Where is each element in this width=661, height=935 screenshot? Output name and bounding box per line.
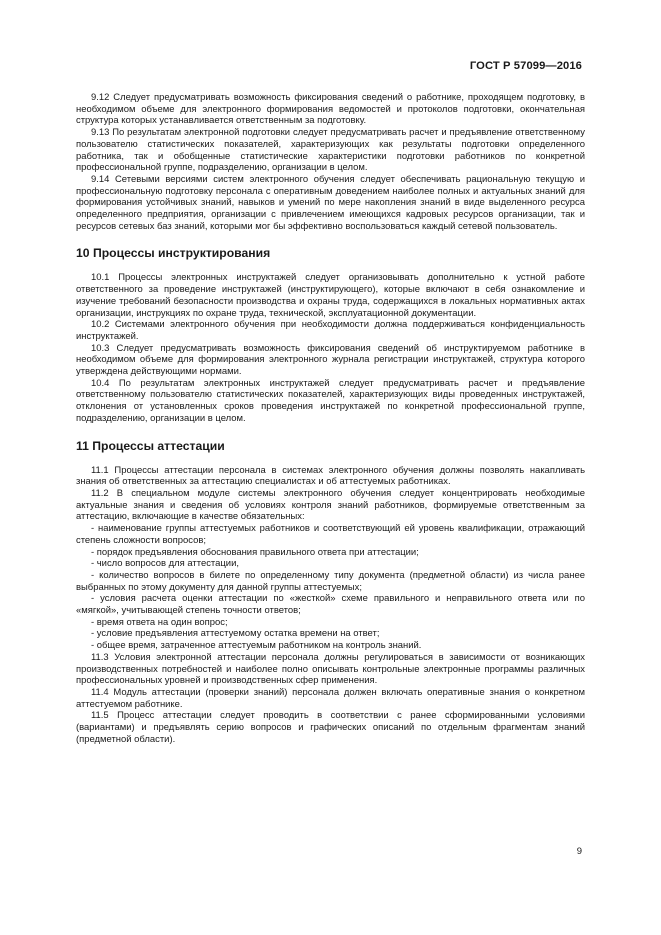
paragraph: 10.2 Системами электронного обучения при необходимости должна поддерживаться конфиденциальность инструктажей. [76,319,585,342]
paragraph: 11.3 Условия электронной аттестации персонала должны регулироваться в зависимости от возникающих производственных потребностей и наиболее полно описывать контрольные электронные программы различных профессиональных уровней и производственных сфер применения. [76,651,585,687]
section-9-continuation [76,92,585,232]
section-11 [76,439,585,746]
list-item: - количество вопросов в билете по определенному типу документа (предметной области) из числа ранее выбранных по этому документу для данной группы аттестуемых; [76,569,585,593]
list-item: - число вопросов для аттестации, [91,558,239,570]
section-10 [76,246,585,424]
list-item: - время ответа на один вопрос; [91,616,228,628]
page-number: 9 [576,846,582,857]
paragraph: 9.12 Следует предусматривать возможность фиксирования сведений о работнике, проходящем подготовку, в необходимом объеме для электронного формирования ведомостей и протоколов подготовки, окончательная структура которых устанавливается ответственным за подготовку. [76,92,585,127]
list-item: - условие предъявления аттестуемому остатка времени на ответ; [91,628,380,640]
section-heading: 10 Процессы инструктирования [76,246,271,261]
paragraph: 9.14 Сетевыми версиями систем электронного обучения следует обеспечивать рациональную текущую и профессиональную подготовку персонала с оперативным доведением наиболее полных и актуальных знаний для формирования устойчивых знаний, навыков и умений по мере накопления знаний в виде выделенного ресурса определенного предприятия, организации с привлечением имеющихся кадровых ресурсов организации, так и ресурсов сетевых баз знаний, которыми мог бы эффективно воспользоваться каждый сетевой пользователь. [76,173,585,232]
list-item: - общее время, затраченное аттестуемым работником на контроль знаний. [91,640,422,652]
paragraph: 10.3 Следует предусматривать возможность фиксирования сведений об инструктируемом работнике в необходимом объеме для формирования электронного журнала регистрации инструктажей, структура которого утверждена действующими нормами. [76,342,585,378]
paragraph: 9.13 По результатам электронной подготовки следует предусматривать расчет и предъявление ответственному пользователю статистических показателей, характеризующих как результаты подготовки определенного работника, так и обобщенные статистические характеристики подготовки работников по конкретной профессиональной группе, подразделению, организации в целом. [76,127,585,174]
section-heading: 11 Процессы аттестации [76,438,225,453]
paragraph: 11.4 Модуль аттестации (проверки знаний) персонала должен включать оперативные знания о конкретном аттестуемом работнике. [76,686,585,710]
paragraph: 11.5 Процесс аттестации следует проводить в соответствии с ранее сформированными условиями (вариантами) и предъявлять серию вопросов и графических описаний по отдельным фрагментам знаний (предметной области). [76,710,585,745]
paragraph: 10.1 Процессы электронных инструктажей следует организовывать дополнительно к устной работе ответственного за проведение инструктажей (инструктирующего), которые включают в себя ознакомление и изучение требований безопасности производства и охраны труда, содержащихся в локальных нормативных актах организации, инструкциях по охране труда, технической, эксплуатационной документации. [76,272,585,319]
list-item: - порядок предъявления обоснования правильного ответа при аттестации; [91,546,419,558]
paragraph: 10.4 По результатам электронных инструктажей следует предусматривать расчет и предъявление ответственному пользователю статистических показателей, характеризующих виды проведенных инструктажей, отклонения от установленных сроков проведения инструктажей по конкретной профессиональной группе, подразделению, организации в целом. [76,377,585,424]
document-code: ГОСТ Р 57099—2016 [469,60,582,72]
list-item: - условия расчета оценки аттестации по «жесткой» схеме правильного и неправильного ответа или по «мягкой», учитывающей степень точности ответов; [76,593,585,617]
list-item: - наименование группы аттестуемых работников и соответствующий ей уровень квалификации, отражающий степень сложности вопросов; [76,523,585,546]
document-body [76,92,585,745]
paragraph: 11.1 Процессы аттестации персонала в системах электронного обучения должны позволять накапливать знания об ответственных за аттестацию специалистах и об аттестуемых работниках. [76,464,585,488]
paragraph: 11.2 В специальном модуле системы электронного обучения следует концентрировать необходимые актуальные знания и сведения об условиях контроля знаний работников, формируемые ответственным за аттестацию, включающие в качестве обязательных: [76,487,585,523]
